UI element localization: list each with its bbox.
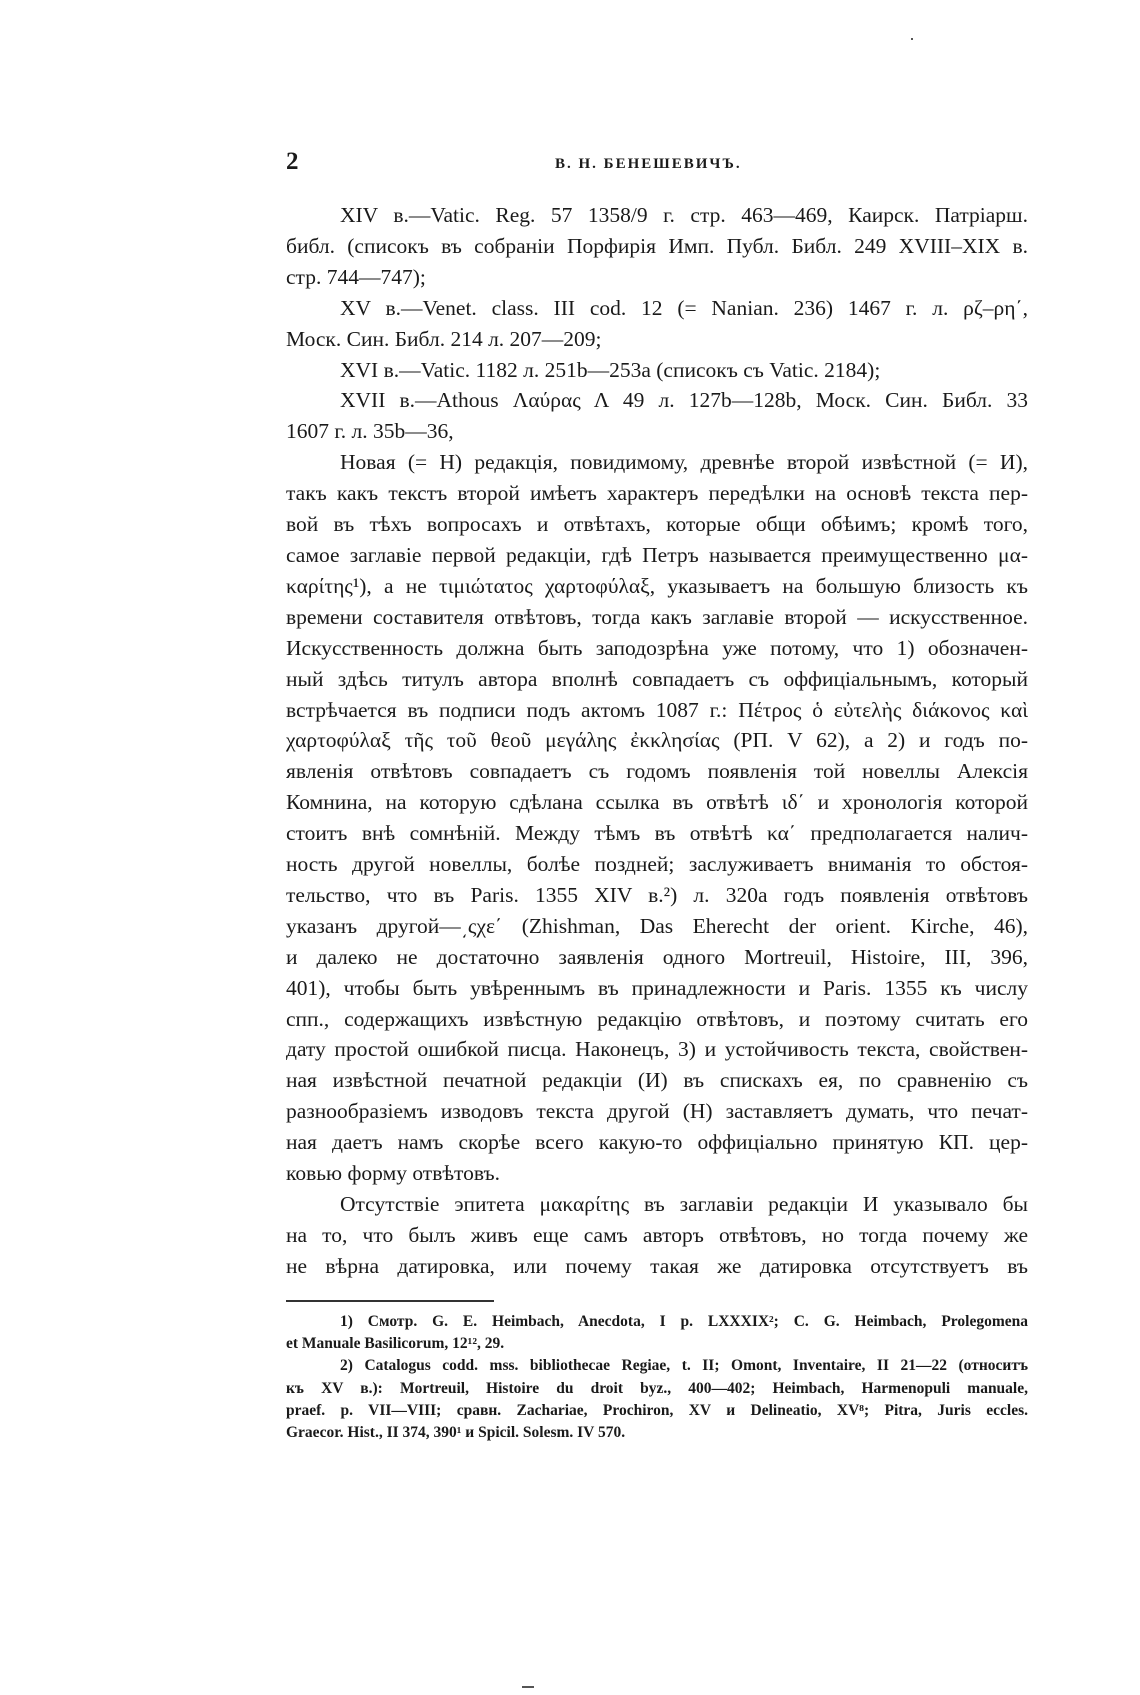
body-line: ковью форму отвѣтовъ. [286, 1161, 500, 1186]
body-line: тельство, что въ Paris. 1355 XIV в.²) л. 320a годъ появленія отвѣтовъ [286, 882, 1028, 907]
body-line: XVI в.—Vatic. 1182 л. 251b—253a (списокъ съ Vatic. 2184); [340, 357, 881, 382]
body-line: спп., содержащихъ извѣстную редакцію отвѣтовъ, и поэтому считать его [286, 1006, 1028, 1031]
body-line: 401), чтобы быть увѣреннымъ въ принадлежности и Paris. 1355 къ числу [286, 975, 1028, 1000]
body-line: на то, что былъ живъ еще самъ авторъ отвѣтовъ, но тогда почему же [286, 1222, 1028, 1247]
footnote-line: 2) Catalogus codd. mss. bibliothecae Regiae, t. II; Omont, Inventaire, II 21—22 (относитъ [340, 1357, 1028, 1375]
body-line: самое заглавіе первой редакціи, гдѣ Петръ называется преимущественно μα- [286, 542, 1028, 567]
footnotes [286, 1311, 1028, 1444]
body-line: вой въ тѣхъ вопросахъ и отвѣтахъ, которые общи обѣимъ; кромѣ того, [286, 512, 1028, 537]
body-line: времени составителя отвѣтовъ, тогда какъ заглавіе второй — искусственное. [286, 604, 1028, 629]
page-number: 2 [286, 148, 299, 175]
body-text [286, 200, 1028, 1282]
body-line: XV в.—Venet. class. III cod. 12 (= Nanian. 236) 1467 г. л. ρζ–ρη΄, [340, 295, 1028, 320]
body-line: XIV в.—Vatic. Reg. 57 1358/9 г. стр. 463—469, Каирск. Патріарш. [340, 203, 1028, 227]
body-line: указанъ другой—͵ςχε΄ (Zhishman, Das Eherecht der orient. Kirche, 46), [286, 913, 1028, 938]
footnote-line: 1) Смотр. G. E. Heimbach, Anecdota, I p. LXXXIX²; C. G. Heimbach, Prolegomena [340, 1313, 1028, 1330]
body-line: библ. (списокъ въ собраніи Порфирія Имп. Публ. Библ. 249 XVIII–XIX в. [286, 233, 1028, 258]
body-line: καρίτης¹), а не τιμιώτατος χαρτοφύλαξ, указываетъ на большую близость къ [286, 573, 1028, 598]
body-line: Отсутствіе эпитета μακαρίτης въ заглавіи редакціи И указывало бы [340, 1192, 1028, 1216]
body-line: 1607 г. л. 35b—36, [286, 419, 454, 444]
body-line: дату простой ошибкой писца. Наконецъ, 3) и устойчивость текста, свойствен- [286, 1037, 1028, 1062]
body-line: ная даетъ намъ скорѣе всего какую-то оффиціально принятую КП. цер- [286, 1130, 1028, 1155]
body-line: χαρτοφύλαξ τῆς τοῦ θεοῦ μεγάλης ἐκκλησίας (РП. V 62), а 2) и годъ по- [286, 728, 1028, 753]
body-line: Комнина, на которую сдѣлана ссылка въ отвѣтѣ ιδ΄ и хронологія которой [286, 790, 1028, 815]
body-line: встрѣчается въ подписи подъ актомъ 1087 г.: Πέτρος ὁ εὐτελὴς διάκονος καὶ [286, 697, 1028, 722]
body-line: ная извѣстной печатной редакціи (И) въ спискахъ ея, по сравненію съ [286, 1068, 1028, 1093]
body-line: Моск. Син. Библ. 214 л. 207—209; [286, 326, 602, 351]
body-line: и далеко не достаточно заявленія одного Mortreuil, Histoire, III, 396, [286, 944, 1028, 969]
body-line: такъ какъ текстъ второй имѣетъ характеръ передѣлки на основѣ текста пер- [286, 481, 1028, 506]
body-line: явленія отвѣтовъ совпадаетъ съ годомъ появленія той новеллы Алексія [286, 759, 1028, 784]
body-line: Искусственность должна быть заподозрѣна уже потому, что 1) обозначен- [286, 635, 1028, 660]
body-line: ный здѣсь титулъ автора вполнѣ совпадаетъ съ оффиціальнымъ, который [286, 666, 1028, 691]
footnote-line: къ XV в.): Mortreuil, Histoire du droit byz., 400—402; Heimbach, Harmenopuli manuale, [286, 1379, 1028, 1397]
scan-speck [522, 1686, 534, 1688]
body-line: стр. 744—747); [286, 264, 426, 289]
body-line: ность другой новеллы, болѣе поздней; заслуживаетъ вниманія то обстоя- [286, 852, 1028, 877]
scan-speck [911, 38, 913, 40]
body-line: разнообразіемъ изводовъ текста другой (Н) заставляетъ думать, что печат- [286, 1099, 1028, 1124]
body-line: XVII в.—Athous Λαύρας Λ 49 л. 127b—128b, Моск. Син. Библ. 33 [340, 388, 1028, 413]
body-line: стоитъ внѣ сомнѣній. Между тѣмъ въ отвѣтѣ κα΄ предполагается налич- [286, 821, 1028, 846]
running-head: В. Н. БЕНЕШЕВИЧЪ. [555, 156, 742, 172]
footnote-rule [286, 1300, 494, 1302]
footnote-line: et Manuale Basilicorum, 12¹², 29. [286, 1335, 505, 1353]
body-line: Новая (= Н) редакція, повидимому, древнѣе второй извѣстной (= И), [340, 450, 1028, 475]
footnote-line: Graecor. Hist., II 374, 390¹ и Spicil. Solesm. IV 570. [286, 1424, 626, 1442]
footnote-line: praef. p. VII—VIII; сравн. Zachariae, Prochiron, XV и Delineatio, XV⁸; Pitra, Juris eccles. [286, 1401, 1028, 1419]
body-line: не вѣрна датировка, или почему такая же датировка отсутствуетъ въ [286, 1253, 1028, 1278]
